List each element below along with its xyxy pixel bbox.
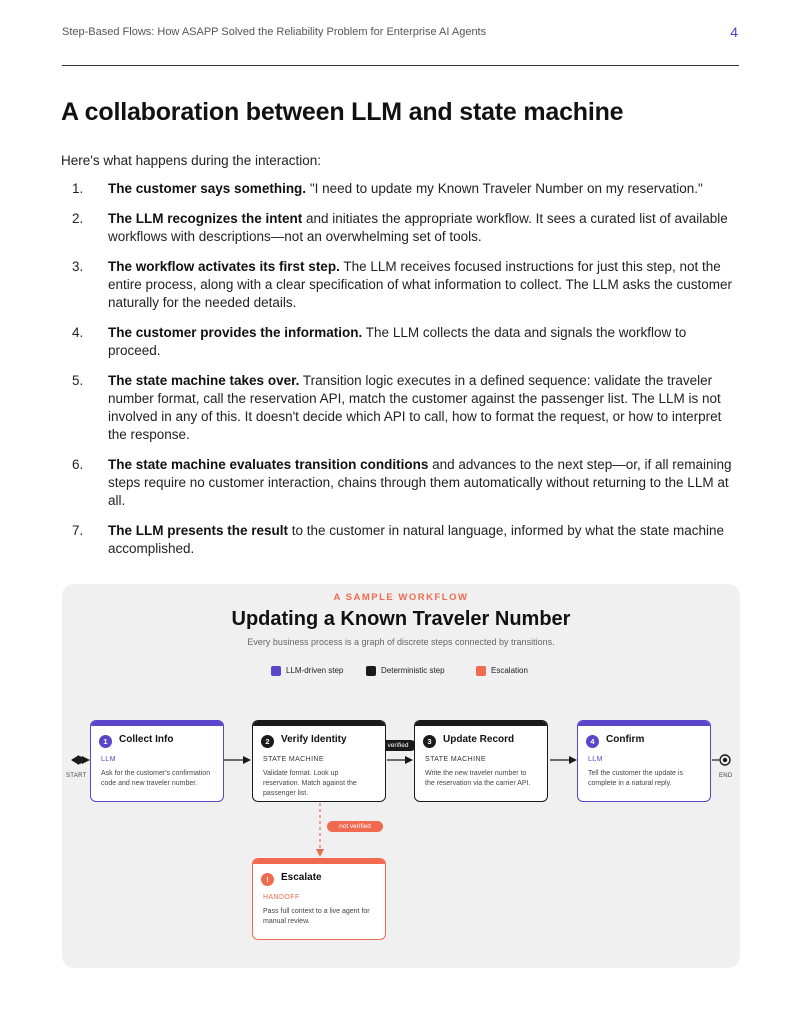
node-title: Verify Identity	[281, 734, 347, 745]
end-label: END	[719, 773, 733, 779]
step-text: The LLM collects the data and signals the workflow to proceed.	[108, 325, 687, 358]
node-title: Update Record	[443, 734, 515, 745]
node-update-record	[414, 720, 548, 802]
node-description: Tell the customer the update is complete in a natural reply.	[588, 770, 683, 787]
header-divider	[62, 65, 739, 66]
step-text: and advances to the next step—or, if all remaining steps require no customer interaction, chains through them automatically without returning to the LLM at all.	[108, 457, 732, 508]
node-title: Collect Info	[119, 734, 174, 745]
step-lead: The state machine takes over.	[108, 373, 300, 388]
step-lead: The customer says something.	[108, 181, 307, 196]
workflow-panel	[62, 584, 740, 968]
intro-text: Here's what happens during the interaction:	[61, 153, 321, 168]
workflow-title: Updating a Known Traveler Number	[231, 608, 571, 630]
node-confirm	[577, 720, 711, 802]
step-lead: The LLM recognizes the intent	[108, 211, 303, 226]
step-text: "I need to update my Known Traveler Number on my reservation."	[306, 181, 703, 196]
list-item	[62, 258, 742, 312]
step-number: 2.	[72, 211, 84, 226]
node-kind: HANDOFF	[263, 894, 300, 901]
step-number: 1.	[72, 181, 84, 196]
node-title: Escalate	[281, 872, 322, 883]
start-dot	[75, 756, 83, 764]
node-collect-info	[90, 720, 224, 802]
node-bar	[253, 721, 385, 726]
running-title: Step-Based Flows: How ASAPP Solved the Reliability Problem for Enterprise AI Agents	[62, 26, 487, 38]
node-bar	[253, 859, 385, 864]
node-description: Write the new traveler number to the reservation via the carrier API.	[425, 770, 531, 787]
legend-label: Deterministic step	[381, 666, 445, 675]
step-text: The LLM receives focused instructions for just this step, not the entire process, along with a clear specification of what information to collect. The LLM asks the customer naturally for the needed details.	[108, 259, 733, 310]
node-number: 2	[261, 735, 274, 748]
list-item	[62, 324, 742, 360]
list-item	[62, 210, 742, 246]
step-number: 5.	[72, 373, 84, 388]
step-text: and initiates the appropriate workflow. It sees a curated list of available workflows with descriptions—not an overwhelming set of tools.	[108, 211, 728, 244]
node-bar	[578, 721, 710, 726]
list-item	[62, 456, 742, 510]
step-lead: The LLM presents the result	[108, 523, 289, 538]
node-bar	[415, 721, 547, 726]
node-kind: LLM	[101, 756, 116, 763]
node-number: 4	[586, 735, 599, 748]
node-description: Validate format. Look up reservation. Match against the passenger list.	[263, 770, 357, 797]
node-verify-identity	[252, 720, 386, 802]
node-number: 3	[423, 735, 436, 748]
node-kind: STATE MACHINE	[263, 756, 324, 763]
step-lead: The customer provides the information.	[108, 325, 363, 340]
node-number: 1	[99, 735, 112, 748]
step-text: to the customer in natural language, informed by what the state machine accomplished.	[108, 523, 725, 556]
step-number: 3.	[72, 259, 84, 274]
list-item	[62, 372, 742, 444]
step-text: Transition logic executes in a defined sequence: validate the traveler number format, call the reservation API, match the customer against the passenger list. The LLM is not involved in any of this. It doesn't decide which API to call, how to format the request, or how to interpret the response.	[108, 373, 722, 442]
step-lead: The workflow activates its first step.	[108, 259, 340, 274]
node-description: Pass full context to a live agent for manual review.	[263, 908, 370, 925]
legend-label: LLM-driven step	[286, 666, 344, 675]
steps-list	[62, 180, 742, 570]
page-number: 4	[730, 24, 738, 40]
node-bar	[91, 721, 223, 726]
start-label: START	[66, 773, 87, 779]
node-title: Confirm	[606, 734, 645, 745]
node-description: Ask for the customer's confirmation code and new traveler number.	[101, 770, 211, 787]
workflow-eyebrow: A SAMPLE WORKFLOW	[333, 592, 469, 603]
step-number: 6.	[72, 457, 84, 472]
not-verified-label: not verified	[327, 821, 383, 832]
step-number: 7.	[72, 523, 84, 538]
page-header	[62, 24, 738, 44]
workflow-subtitle: Every business process is a graph of discrete steps connected by transitions.	[247, 637, 555, 647]
step-lead: The state machine evaluates transition conditions	[108, 457, 429, 472]
node-kind: LLM	[588, 756, 603, 763]
verified-label: verified	[380, 740, 416, 751]
legend-label: Escalation	[491, 666, 528, 675]
section-heading: A collaboration between LLM and state machine	[61, 98, 624, 126]
step-number: 4.	[72, 325, 84, 340]
end-dot	[723, 758, 727, 762]
list-item	[62, 180, 742, 198]
node-escalate	[252, 858, 386, 940]
node-number: !	[261, 873, 274, 886]
node-kind: STATE MACHINE	[425, 756, 486, 763]
list-item	[62, 522, 742, 558]
